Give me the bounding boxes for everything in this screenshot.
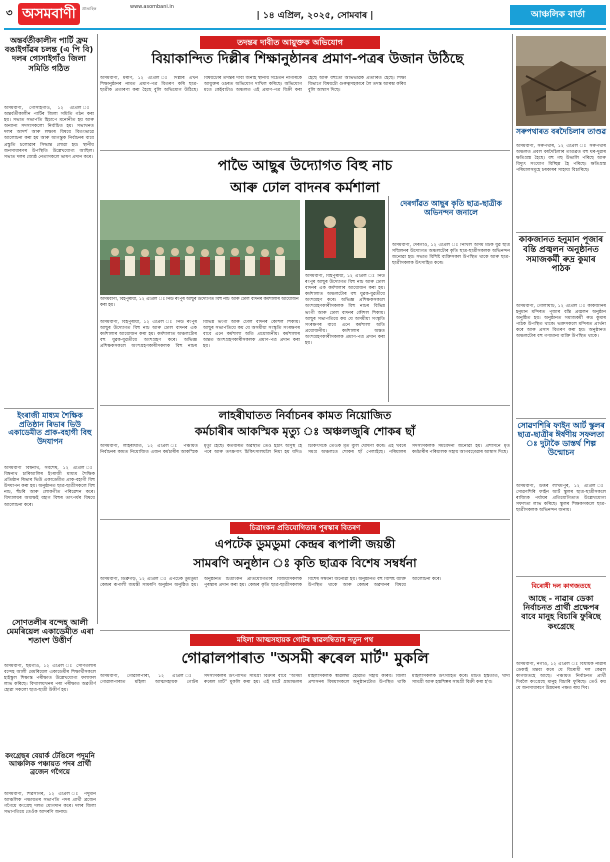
top-story-kicker: তদন্তৰ দাবীত আয়ুক্তক অভিযোগ [200,36,380,49]
left-story2-headline: ইংৰাজী মাধ্যম শৈক্ষিক প্ৰতিষ্ঠান ৰিভাৰ ভিউ একাডেমীত প্ৰাক-বহাগী বিহু উদযাপন [8,411,92,446]
section-divider [100,630,510,631]
bottom-story-headline: গোৱালপাৰাত "অসমী ৰুৰেল মাৰ্ট" মুকলি [181,649,429,667]
performer-photo [305,200,385,270]
section-divider [4,408,94,409]
column-divider [97,34,98,624]
section-divider [516,232,606,233]
center-sidebar-body: অসমবাণী, দেৰগাঁও, ১২ এপ্ৰিল ঃ নিখিল অসম মটক যুৱ ছাত্ৰ সন্মিলনৰ উদ্যোগত অঞ্চলটোৰ কৃতি ছাত্ৰ-ছাত্ৰীসকলক অভিনন্দন জনোৱা হয়। সভাত বিশিষ্ট ব্যক্তিসকল উপস্থিত থাকে আৰু ছাত্ৰ-ছাত্ৰীসকলক উৎসাহিত কৰে। [392,243,510,267]
right-story2-body: অসমবাণী, গোলাঘাট, ১২ এপ্ৰিল ঃ কাকজানৰ হনুমান মন্দিৰত পূজাৰ বন্তি প্ৰজ্বলন অনুষ্ঠান অনুষ্ঠিত হয়। অনুষ্ঠানত সমাজকৰ্মী ৰুদ্ৰ কুমাৰ পাঠক উপস্থিত থাকে। ভক্তসকলে মন্দিৰত প্ৰাৰ্থনা কৰে আৰু প্ৰসাদ বিতৰণ কৰা হয়। অনুষ্ঠানত অঞ্চলটোৰ বহু গণ্যমান্য ব্যক্তি উপস্থিত থাকে। [516,304,606,340]
center-main-body-continued: অসমবাণী, বিহপুৰীয়া, ১২ এপ্ৰিল ঃ নিউ ৰংপুৰ আছুৰ উদ্যোগত বিহু নাচ আৰু ঢোল বাদনৰ এক কৰ্মশালাৰ আয়োজন কৰা হয়। কৰ্মশালাত অঞ্চলটোৰ বহু যুৱক-যুৱতীয়ে অংশগ্ৰহণ কৰে। অভিজ্ঞ প্ৰশিক্ষকসকলে অংশগ্ৰহণকাৰীসকলক বিহু নাচৰ বিভিন্ন ভংগী আৰু ঢোল বাদনৰ কৌশল শিকায়। আছুৰ সভাপতিয়ে কয় যে অসমীয়া সংস্কৃতি সংৰক্ষণৰ বাবে এনে কৰ্মশালা অতি প্ৰয়োজনীয়। কৰ্মশালাৰ অন্তত অংশগ্ৰহণকাৰীসকলক প্ৰমাণ-পত্ৰ প্ৰদান কৰা হয়। [100,320,300,350]
right-photo-headline: সৰুপথাৰত বৰদৈচিলাৰ তাণ্ডৱ [516,127,607,136]
website-url: www.asombani.in [130,4,174,10]
workshop-group-photo [100,200,300,295]
center-story2-headline-1: লাহৰীঘাতত নিৰ্বাচনৰ কামত নিয়োজিত [218,409,392,422]
center-main-headline-1: পাভৈ আছুৰ উদ্যোগত বিহু নাচ [217,158,393,174]
section-divider [100,519,510,520]
damaged-house-photo [516,36,606,126]
center-story3-body: অসমবাণী, ডিব্ৰুগড়, ১২ এপ্ৰিল ঃ এপটেক ডুমডুমা কেন্দ্ৰৰ ৰূপালী জয়ন্তী সামৰণি অনুষ্ঠান অনুষ্ঠিত হয়। অনুষ্ঠানত চিত্ৰাংকন প্ৰতিযোগিতাৰ বিজয়ীসকলক পুৰস্কাৰ প্ৰদান কৰা হয়। কেন্দ্ৰৰ কৃতি ছাত্ৰ-ছাত্ৰীসকলক বিশেষ সম্বৰ্ধনা জনোৱা হয়। অনুষ্ঠানত বহু বিশিষ্ট ব্যক্তি উপস্থিত থাকে আৰু কেন্দ্ৰৰ অৱদানৰ বিষয়ে আলোচনা কৰে। [100,577,442,589]
right-photo-body: অসমবাণী, সৰুপথাৰ, ১২ এপ্ৰিল ঃ সৰুপথাৰ অঞ্চলত প্ৰবল বৰদৈচিলাৰ তাণ্ডৱত বহু ঘৰ-দুৱাৰ ক্ষতিগ্ৰস্ত হৈছে। বহু গছ উভালি পৰিছে আৰু বিদ্যুৎ সংযোগ বিচ্ছিন্ন হৈ পৰিছে। ক্ষতিগ্ৰস্ত পৰিয়ালসমূহে চৰকাৰৰ সাহায্য বিচাৰিছে। [516,144,606,174]
column-divider [388,196,389,402]
center-story3-kicker: চিত্ৰাংকন প্ৰতিযোগিতাৰ পুৰস্কাৰ বিতৰণ [230,522,380,534]
right-story2-headline: কাকজানত হনুমান পূজাৰ বন্তি প্ৰজ্বলন অনুষ্ঠানত সমাজকৰ্মী ৰুদ্ৰ কুমাৰ পাঠক [518,235,604,275]
left-story4-headline: কংগ্ৰেছৰ বেয়াৰ্ক টেঙিলে পদুমনি আঞ্চলিক পঞ্চায়ত পদৰ প্ৰাৰ্থী ব্ৰজেন গগৈয়ে [5,752,95,777]
column-divider [512,34,513,858]
right-story4-body: অসমবাণী, নগাঁও, ১২ এপ্ৰিল ঃ বিধায়ক নাৱাৰ ডেকাই মন্তব্য কৰে যে বিৰোধী দল কেৱল কাগজতহে আছে। পঞ্চায়ত নিৰ্বাচনত প্ৰাৰ্থী দিবলৈ কংগ্ৰেছে মানুহ বিচাৰি ফুৰিছে। তেওঁ কয় যে জনসাধাৰণে উন্নয়নৰ পক্ষত ৰায় দিব। [516,662,606,692]
center-story2-headline-2: কৰ্মচাৰীৰ আকস্মিক মৃত্যু ঃ অঞ্চলজুৰি শোকৰ ছাঁ [194,425,416,438]
right-story4-headline: আছে - নাৱাৰ ডেকা নিৰ্বাচনত প্ৰাৰ্থী প্ৰক্ষেপৰ বাবে মানুহ বিচাৰি ফুৰিছে কংগ্ৰেছে [521,594,601,631]
center-sidebar-headline: দেৰগাঁৱত আছুৰ কৃতি ছাত্ৰ-ছাত্ৰীক অভিনন্দন জনালে [400,199,502,217]
left-story2-body: অসমবাণী বিশ্বনাথ, সৰ্বশেষ, ১২ এপ্ৰিল ঃ বিশ্বনাথ চাৰিআলিৰ ইংৰাজী মাধ্যম শৈক্ষিক প্ৰতিষ্ঠান ৰিভাৰ ভিউ একাডেমীত প্ৰাক-বহাগী বিহু উদযাপন কৰা হয়। অনুষ্ঠানত ছাত্ৰ-ছাত্ৰীসকলে বিহু নাচ, হুঁচৰি আৰু লোকগীত পৰিৱেশন কৰে। বিদ্যালয়ৰ অধ্যক্ষই বহাগ বিহুৰ তাৎপৰ্যৰ বিষয়ে আলোচনা কৰে। [4,466,95,508]
bottom-story-kicker: মহিলা আত্মসহায়ক গোটৰ স্বাৱলম্বিতাৰ নতুন পথ [190,634,420,646]
center-story3-headline-1: এপটেক ডুমডুমা কেন্দ্ৰৰ ৰূপালী জয়ন্তী [214,537,396,551]
page-number: ৩ [6,8,13,19]
bottom-story-body: অসমবাণী, গোৱালপাৰা, ১২ এপ্ৰিল ঃ গোৱালপাৰাত মহিলা আত্মসহায়ক গোটৰ সদস্যসকলৰ উৎপাদিত সামগ্ৰী বিক্ৰীৰ বাবে "অসমী ৰুৰেল মাৰ্ট" মুকলি কৰা হয়। এই মাৰ্টে গ্ৰামাঞ্চলৰ মহিলাসকলক স্বাৱলম্বী হোৱাত সহায় কৰিব। জিলা প্ৰশাসনৰ বিষয়াসকলে অনুষ্ঠানটোত উপস্থিত থাকি মহিলাসকলক উৎসাহিত কৰে। মাৰ্টত হস্ততাঁত, খাদ্য সামগ্ৰী আৰু হস্তশিল্পৰ সামগ্ৰী বিক্ৰী কৰা হ'ব। [100,674,510,686]
header-rule [4,28,606,30]
top-story-headline: বিয়াকান্দিত দিল্লীৰ শিক্ষানুষ্ঠানৰ প্ৰমাণ-পত্ৰৰ উজান উঠিছে [151,51,464,67]
center-story2-body: অসমবাণী, লাহৰীঘাত, ১২ এপ্ৰিল ঃ পঞ্চায়ত নিৰ্বাচনৰ কামত নিয়োজিত এজন কৰ্মচাৰীৰ আকস্মিক মৃত্যু হৈছে। কৰ্তব্যৰত অৱস্থাত তেওঁ হঠাৎ অসুস্থ হৈ পৰে আৰু তৎক্ষণাৎ চিকিৎসালয়লৈ নিয়া হয় যদিও চিকিৎসকে তেওঁক মৃত বুলি ঘোষণা কৰে। এই খবৰে সমগ্ৰ অঞ্চলতে শোকৰ ছাঁ পেলাইছে। পৰিয়ালৰ সদস্যসকলক সমবেদনা জনোৱা হয়। প্ৰশাসনে মৃত কৰ্মচাৰীৰ পৰিয়ালক সহায় আগবঢ়োৱাৰ আশ্বাস দিছে। [100,444,510,456]
top-story-body: অসমবাণী, মৰাণ, ১২ এপ্ৰিল ঃ দিল্লীৰ এখন শিক্ষানুষ্ঠানৰ নামত প্ৰমাণ-পত্ৰ বিতৰণ কৰি ছাত্ৰ-ছাত্ৰীক প্ৰতাৰণা কৰা হৈছে বুলি অভিযোগ উঠিছে। বিষয়টোৰ তদন্তৰ দাবী জনাই স্থানীয় সচেতন নাগৰিকে আয়ুক্তৰ ওচৰত অভিযোগ দাখিল কৰিছে। অভিযোগ মতে কেইবাটাও অঞ্চলত এই প্ৰমাণ-পত্ৰ বিক্ৰী কৰা হৈছে আৰু বহুতো অভিভাৱক প্ৰতাৰিত হৈছে। শিক্ষা বিভাগে বিষয়টো গুৰুত্বসহকাৰে লৈ তদন্ত আৰম্ভ কৰিব বুলি আশ্বাস দিছে। [100,76,406,94]
section-divider [100,405,510,406]
left-story3-body: অসমবাণী, ছয়গাঁও, ১২ এপ্ৰিল ঃ সোণতলীৰ বন্দেহ আলী মেমৰিয়েল একাডেমীৰ শিক্ষাৰ্থীসকলে হাইস্কুল শিক্ষান্ত পৰীক্ষাত উল্লেখযোগ্য ফলাফল লাভ কৰিছে। বিদ্যালয়খনৰ পৰা পৰীক্ষাত অৱতীৰ্ণ হোৱা সকলো ছাত্ৰ-ছাত্ৰী উত্তীৰ্ণ হয়। [4,664,96,694]
left-story1-headline: অন্তৰ্বৰ্তীকালীন পাৰ্টি ফ্ৰম বঙাইগাঁৱৰ চলন্ত (এ পি বি) দলৰ গোসাইগাঁও জিলা সমিতি গঠিত [4,36,94,73]
right-story3-body: অসমবাণী, উত্তৰ লখিমপুৰ, ১২ এপ্ৰিল ঃ সোৱণশিৰি ফাইন আৰ্ট স্কুলৰ ছাত্ৰ-ছাত্ৰীসকলে ৰাজ্যিক পৰ্যায়ৰ প্ৰতিযোগিতাত উল্লেখযোগ্য সফলতা লাভ কৰিছে। স্কুলৰ শিক্ষকসকলে ছাত্ৰ-ছাত্ৰীসকলক অভিনন্দন জনায়। [516,484,606,514]
section-divider [100,150,510,151]
issue-date: | ১৪ এপ্ৰিল, ২০২৫, সোমবাৰ | [256,11,374,21]
section-divider [516,576,606,577]
newspaper-logo: অসমবাণী [18,3,80,25]
section-divider [516,418,606,419]
left-story4-body: অসমবাণী, শিৱসাগৰ, ১২ এপ্ৰিল ঃ পদুমনি আঞ্চলিক পঞ্চায়তৰ সভাপতি পদৰ প্ৰাৰ্থী ব্ৰজেন গগৈয়ে কংগ্ৰেছ দলত যোগদান কৰে। দলৰ জিলা সভাপতিয়ে তেওঁক আদৰণি জনায়। [4,792,96,816]
masthead [0,0,610,30]
event-photo-caption: অসমবাণী, বিহপুৰীয়া, ১২ এপ্ৰিল ঃ নিউ ৰংপুৰ আছুৰ উদ্যোগত বিহু নাচ আৰু ঢোল বাদনৰ কৰ্মশালাৰ আয়োজন কৰা হয়। [100,297,299,308]
left-story1-body: অসমবাণী, গোসাইগাঁও, ১২ এপ্ৰিল ঃ অন্তৰ্বৰ্তীকালীন পাৰ্টিৰ জিলা সমিতি গঠন কৰা হয়। সভাত সভাপতি হিচাপে মনোনীত হয় আৰু অন্যান্য সদস্যসকলো নিৰ্বাচিত হয়। সভাখনত দলৰ আদৰ্শ আৰু লক্ষ্যৰ বিষয়ে বিতংভাৱে আলোচনা কৰা হয় আৰু আগন্তুক নিৰ্বাচনৰ বাবে প্ৰস্তুতি চলোৱাৰ সিদ্ধান্ত লোৱা হয়। স্থানীয় জনসাধাৰণৰ উপস্থিতি উল্লেখযোগ্য আছিল। সভাত দলৰ জ্যেষ্ঠ নেতাসকলে ভাষণ প্ৰদান কৰে। [4,106,94,160]
storm-damage-photo [516,36,606,126]
right-story4-kicker: বিৰোধী দল কাগজতহে [516,580,606,592]
section-label: আঞ্চলিক বাৰ্তা [510,5,606,25]
logo-tagline: প্ৰাত্যহিক [82,6,97,11]
center-main-headline-2: আৰু ঢোল বাদনৰ কৰ্মশালা [230,180,380,196]
center-story3-headline-2: সামৰণি অনুষ্ঠান ঃ কৃতি ছাত্ৰক বিশেষ সম্বৰ্ধনা [193,556,417,570]
left-story3-headline: সোণতলীৰ বন্দেহ আলী মেমৰিয়েল একাডেমীত এৰা শতাংশ উত্তীৰ্ণ [6,618,94,646]
right-story3-headline: সোৱণশিৰি ফাইন আৰ্ট স্কুলৰ ছাত্ৰ-ছাত্ৰীৰ ঈৰ্ষণীয় সফলতা ঃ দুটাকৈ ডাস্তৰ্থ শিল্প উন্মোচন [517,421,605,457]
dance-performance-photo [305,200,385,270]
center-main-body: অসমবাণী, বিহপুৰীয়া, ১২ এপ্ৰিল ঃ নিউ ৰংপুৰ আছুৰ উদ্যোগত বিহু নাচ আৰু ঢোল বাদনৰ এক কৰ্মশালাৰ আয়োজন কৰা হয়। কৰ্মশালাত অঞ্চলটোৰ বহু যুৱক-যুৱতীয়ে অংশগ্ৰহণ কৰে। অভিজ্ঞ প্ৰশিক্ষকসকলে অংশগ্ৰহণকাৰীসকলক বিহু নাচৰ বিভিন্ন ভংগী আৰু ঢোল বাদনৰ কৌশল শিকায়। আছুৰ সভাপতিয়ে কয় যে অসমীয়া সংস্কৃতি সংৰক্ষণৰ বাবে এনে কৰ্মশালা অতি প্ৰয়োজনীয়। কৰ্মশালাৰ অন্তত অংশগ্ৰহণকাৰীসকলক প্ৰমাণ-পত্ৰ প্ৰদান কৰা হয়। [305,274,385,347]
event-photo [100,200,300,295]
